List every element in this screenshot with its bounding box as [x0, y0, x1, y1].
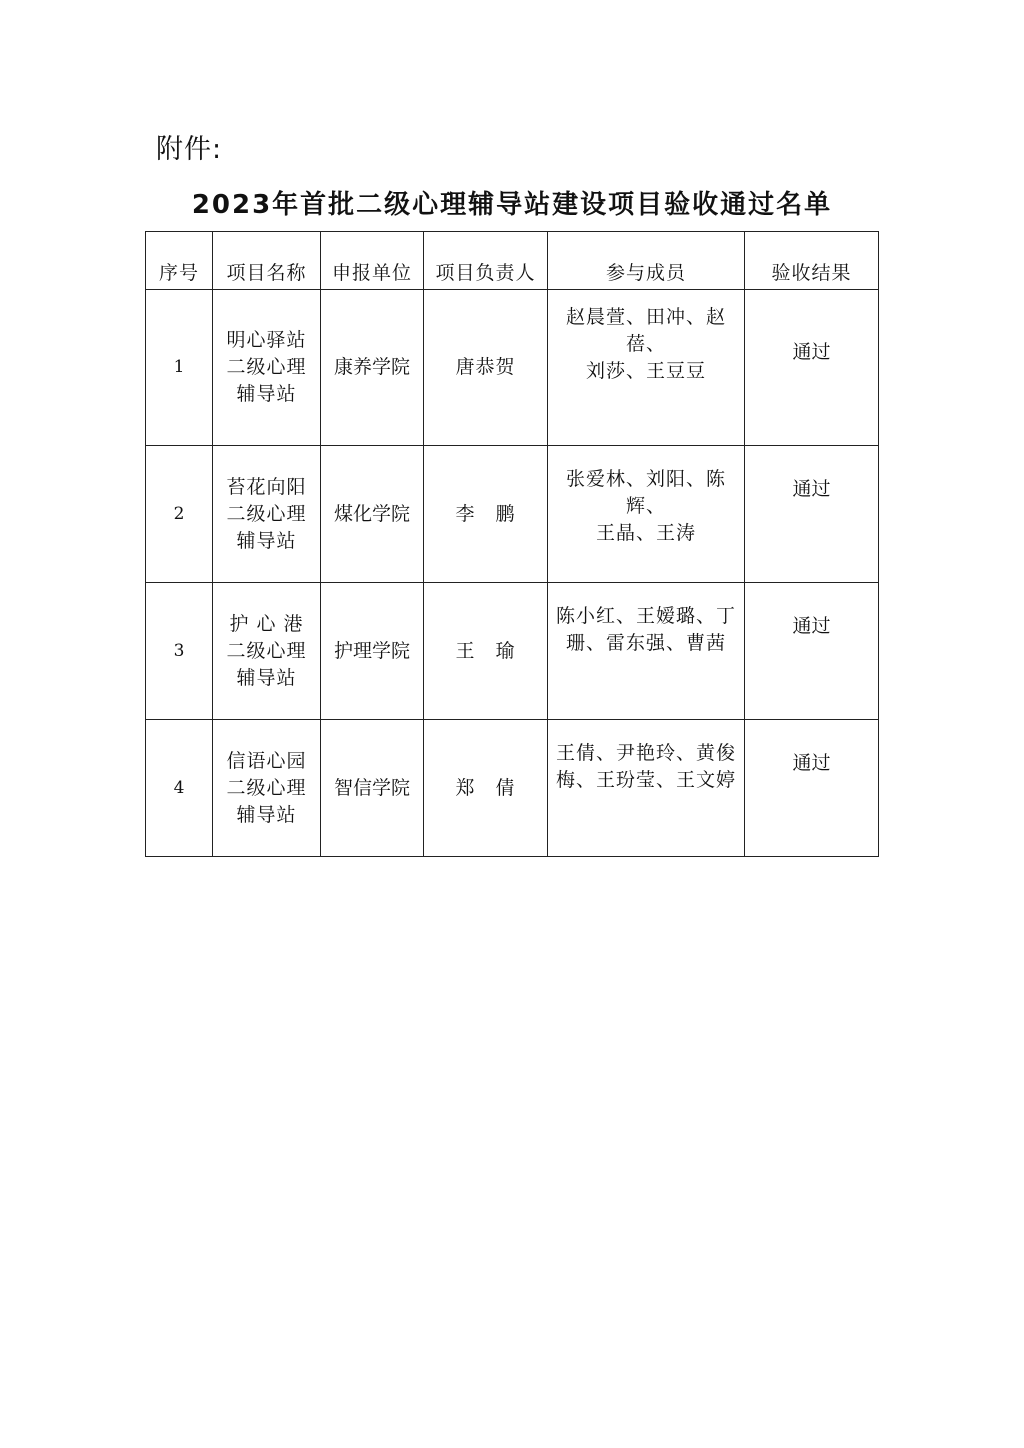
members-line: 张爱林、刘阳、陈辉、: [565, 468, 726, 517]
members-line: 陈小红、王嫒璐、丁: [555, 605, 736, 627]
column-header-no: 序号: [146, 232, 213, 290]
project-name-line: 明心驿站: [226, 329, 307, 351]
table-row: [146, 583, 879, 720]
acceptance-result-table: [145, 231, 879, 857]
members-line: 梅、王玢莹、王文婷: [555, 769, 736, 791]
column-header-members: 参与成员: [548, 232, 745, 290]
project-name: [213, 290, 321, 446]
applying-unit: 煤化学院: [321, 446, 424, 583]
members-line: 赵晨萱、田冲、赵蓓、: [565, 306, 726, 355]
project-lead: 郑 倩: [424, 720, 548, 857]
project-name-line: 辅导站: [236, 529, 297, 552]
acceptance-result: 通过: [745, 446, 879, 583]
project-name-line: 辅导站: [236, 666, 297, 689]
members-line: 王倩、尹艳玲、黄俊: [555, 742, 736, 764]
project-name-line: 辅导站: [236, 383, 297, 405]
members: [548, 583, 745, 720]
column-header-lead: 项目负责人: [424, 232, 548, 290]
table-row: [146, 446, 879, 583]
project-name-line: 二级心理: [226, 639, 307, 662]
project-name-line: 辅导站: [236, 803, 297, 826]
applying-unit: 智信学院: [321, 720, 424, 857]
members-line: 王晶、王涛: [595, 522, 696, 544]
project-name: [213, 583, 321, 720]
table-header-row: [146, 232, 879, 290]
project-lead: 王 瑜: [424, 583, 548, 720]
members-line: 珊、雷东强、曹茜: [565, 632, 726, 654]
acceptance-result: 通过: [745, 583, 879, 720]
row-number: 2: [146, 446, 213, 583]
applying-unit: 康养学院: [321, 290, 424, 446]
project-name-line: 信语心园: [226, 749, 307, 772]
project-name-line: 护 心 港: [229, 612, 304, 635]
members: [548, 290, 745, 446]
acceptance-result: 通过: [745, 290, 879, 446]
project-name-line: 二级心理: [226, 776, 307, 799]
row-number: 1: [146, 290, 213, 446]
members: [548, 720, 745, 857]
members: [548, 446, 745, 583]
project-lead: 唐恭贺: [424, 290, 548, 446]
document-title: 2023年首批二级心理辅导站建设项目验收通过名单: [191, 190, 833, 220]
attachment-label: 附件:: [156, 134, 223, 165]
project-name: [213, 720, 321, 857]
column-header-unit: 申报单位: [321, 232, 424, 290]
table-row: [146, 720, 879, 857]
column-header-project-name: 项目名称: [213, 232, 321, 290]
row-number: 4: [146, 720, 213, 857]
project-lead: 李 鹏: [424, 446, 548, 583]
members-line: 刘莎、王豆豆: [585, 360, 706, 382]
acceptance-result: 通过: [745, 720, 879, 857]
project-name-line: 二级心理: [226, 356, 307, 378]
project-name: [213, 446, 321, 583]
table-row: [146, 290, 879, 446]
row-number: 3: [146, 583, 213, 720]
project-name-line: 苔花向阳: [226, 475, 307, 498]
project-name-line: 二级心理: [226, 502, 307, 525]
column-header-result: 验收结果: [745, 232, 879, 290]
applying-unit: 护理学院: [321, 583, 424, 720]
